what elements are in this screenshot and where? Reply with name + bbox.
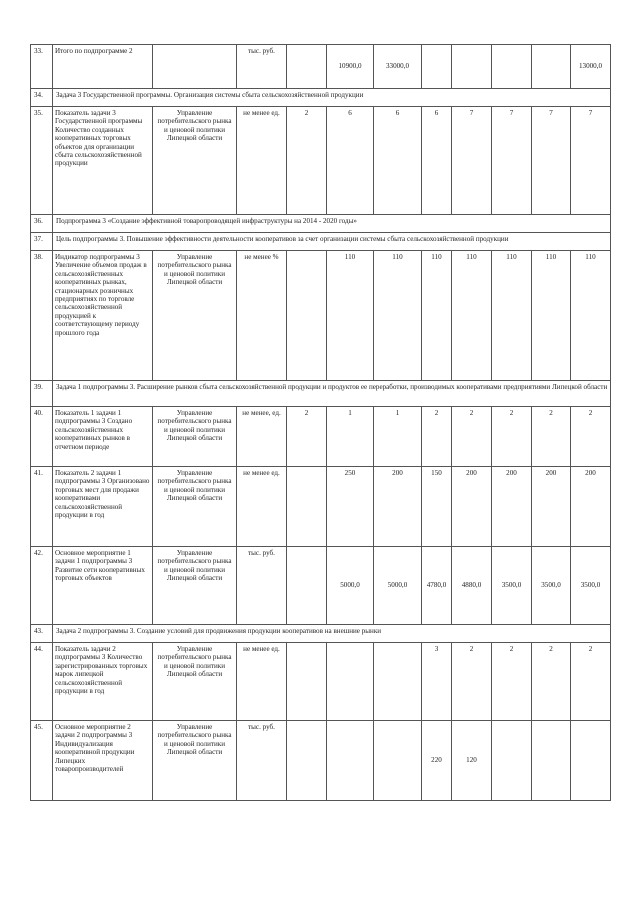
table-row [31, 107, 611, 215]
value-cell: 200 [492, 467, 532, 547]
table-row [31, 467, 611, 547]
responsible-org: Управление потребительского рынка и ценовой политики Липецкой области [153, 547, 237, 625]
value-cell: 110 [532, 251, 571, 381]
table-row [31, 381, 611, 407]
value-cell: 3500,0 [492, 547, 532, 625]
value-cell: 200 [532, 467, 571, 547]
table-row [31, 721, 611, 801]
value-cell: 150 [422, 467, 452, 547]
value-cell: 7 [571, 107, 611, 215]
value-cell: 6 [327, 107, 374, 215]
indicator-name: Основное мероприятие 2 задачи 2 подпрограммы 3 Индивидуализация кооперативной продукции Липецких товаропроизводителей [53, 721, 153, 801]
value-cell [287, 721, 327, 801]
table-row [31, 547, 611, 625]
responsible-org: Управление потребительского рынка и ценовой политики Липецкой области [153, 407, 237, 467]
unit-of-measure: не менее ед. [237, 467, 287, 547]
value-cell: 2 [452, 407, 492, 467]
responsible-org: Управление потребительского рынка и ценовой политики Липецкой области [153, 721, 237, 801]
value-cell: 7 [492, 107, 532, 215]
value-cell: 1 [374, 407, 422, 467]
row-number: 34. [31, 89, 53, 107]
value-cell: 6 [422, 107, 452, 215]
value-cell: 2 [532, 643, 571, 721]
value-cell [532, 721, 571, 801]
value-cell [374, 643, 422, 721]
value-cell [287, 547, 327, 625]
section-heading: Задача 2 подпрограммы 3. Создание условий для продвижения продукции кооперативов на внешние рынки [53, 625, 611, 643]
indicator-name: Индикатор подпрограммы 3 Увеличение объемов продаж в сельскохозяйственных кооперативных рынках, стационарных розничных предприятиях по торговле сельскохозяйственной продукцией к соответствующему периоду прошлого года [53, 251, 153, 381]
indicator-name: Показатель задачи 2 подпрограммы 3 Количество зарегистрированных торговых марок липецкой сельскохозяйственной продукции в год [53, 643, 153, 721]
indicator-name: Показатель 2 задачи 1 подпрограммы 3 Организовано торговых мест для продажи кооперативами сельскохозяйственной продукции в год [53, 467, 153, 547]
value-cell: 3 [422, 643, 452, 721]
table-row [31, 45, 611, 89]
value-cell: 2 [492, 407, 532, 467]
unit-of-measure: не менее % [237, 251, 287, 381]
value-cell: 6 [374, 107, 422, 215]
unit-of-measure: не менее ед. [237, 643, 287, 721]
value-cell [452, 45, 492, 89]
value-cell: 33000,0 [374, 45, 422, 89]
row-number: 41. [31, 467, 53, 547]
indicator-name: Итого по подпрограмме 2 [53, 45, 153, 89]
row-number: 42. [31, 547, 53, 625]
value-cell [287, 251, 327, 381]
row-number: 33. [31, 45, 53, 89]
value-cell: 110 [374, 251, 422, 381]
value-cell: 4880,0 [452, 547, 492, 625]
unit-of-measure: тыс. руб. [237, 721, 287, 801]
unit-of-measure: не менее, ед. [237, 407, 287, 467]
table-body [31, 45, 611, 801]
value-cell [327, 721, 374, 801]
value-cell: 2 [571, 407, 611, 467]
table-row [31, 215, 611, 233]
section-heading: Задача 3 Государственной программы. Организация системы сбыта сельскохозяйственной продукции [53, 89, 611, 107]
value-cell [287, 643, 327, 721]
value-cell: 2 [422, 407, 452, 467]
table-row [31, 625, 611, 643]
responsible-org: Управление потребительского рынка и ценовой политики Липецкой области [153, 107, 237, 215]
value-cell: 3500,0 [571, 547, 611, 625]
table-row [31, 407, 611, 467]
unit-of-measure: тыс. руб. [237, 45, 287, 89]
row-number: 40. [31, 407, 53, 467]
table-row [31, 233, 611, 251]
value-cell [287, 467, 327, 547]
value-cell [571, 721, 611, 801]
value-cell: 1 [327, 407, 374, 467]
row-number: 37. [31, 233, 53, 251]
value-cell [492, 721, 532, 801]
indicator-name: Показатель 1 задачи 1 подпрограммы 3 Создано сельскохозяйственных кооперативных рынков в отчетном периоде [53, 407, 153, 467]
value-cell: 110 [327, 251, 374, 381]
value-cell: 4780,0 [422, 547, 452, 625]
value-cell: 200 [571, 467, 611, 547]
unit-of-measure: тыс. руб. [237, 547, 287, 625]
table-row [31, 643, 611, 721]
value-cell: 110 [452, 251, 492, 381]
value-cell: 7 [532, 107, 571, 215]
value-cell: 10900,0 [327, 45, 374, 89]
unit-of-measure: не менее ед. [237, 107, 287, 215]
section-heading: Подпрограмма 3 «Создание эффективной товаропроводящей инфраструктуры на 2014 - 2020 годы» [53, 215, 611, 233]
table-row [31, 89, 611, 107]
row-number: 36. [31, 215, 53, 233]
value-cell: 2 [492, 643, 532, 721]
row-number: 38. [31, 251, 53, 381]
row-number: 45. [31, 721, 53, 801]
row-number: 39. [31, 381, 53, 407]
value-cell [492, 45, 532, 89]
value-cell [327, 643, 374, 721]
table-row [31, 251, 611, 381]
value-cell: 110 [422, 251, 452, 381]
responsible-org: Управление потребительского рынка и ценовой политики Липецкой области [153, 251, 237, 381]
value-cell: 2 [452, 643, 492, 721]
value-cell: 2 [571, 643, 611, 721]
indicator-name: Показатель задачи 3 Государственной программы Количество созданных кооперативных торговых объектов для организации сбыта сельскохозяйственной продукции [53, 107, 153, 215]
value-cell: 2 [287, 407, 327, 467]
value-cell: 13000,0 [571, 45, 611, 89]
responsible-org: Управление потребительского рынка и ценовой политики Липецкой области [153, 467, 237, 547]
section-heading: Цель подпрограммы 3. Повышение эффективности деятельности кооперативов за счет организации системы сбыта сельскохозяйственной продукции [53, 233, 611, 251]
value-cell [422, 45, 452, 89]
value-cell: 5000,0 [327, 547, 374, 625]
value-cell: 7 [452, 107, 492, 215]
responsible-org: Управление потребительского рынка и ценовой политики Липецкой области [153, 643, 237, 721]
section-heading: Задача 1 подпрограммы 3. Расширение рынков сбыта сельскохозяйственной продукции и продуктов ее переработки, производимых кооперативами предприятиями Липецкой области [53, 381, 611, 407]
value-cell [532, 45, 571, 89]
row-number: 35. [31, 107, 53, 215]
value-cell [287, 45, 327, 89]
row-number: 44. [31, 643, 53, 721]
value-cell: 110 [492, 251, 532, 381]
value-cell: 110 [571, 251, 611, 381]
indicators-table [30, 44, 611, 801]
indicator-name: Основное мероприятие 1 задачи 1 подпрограммы 3 Развитие сети кооперативных торговых объектов [53, 547, 153, 625]
responsible-org [153, 45, 237, 89]
value-cell: 220 [422, 721, 452, 801]
value-cell: 200 [374, 467, 422, 547]
value-cell: 250 [327, 467, 374, 547]
row-number: 43. [31, 625, 53, 643]
value-cell: 5000,0 [374, 547, 422, 625]
value-cell: 120 [452, 721, 492, 801]
value-cell: 3500,0 [532, 547, 571, 625]
value-cell: 2 [287, 107, 327, 215]
value-cell: 2 [532, 407, 571, 467]
value-cell [374, 721, 422, 801]
value-cell: 200 [452, 467, 492, 547]
